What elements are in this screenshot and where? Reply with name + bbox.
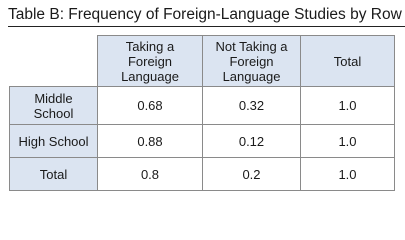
table-cell: 0.68 — [98, 87, 203, 125]
table-cell: 0.32 — [203, 87, 301, 125]
row-header: High School — [10, 125, 98, 158]
table-cell: 0.88 — [98, 125, 203, 158]
column-header: Not Taking a Foreign Language — [203, 36, 301, 87]
table-title: Table B: Frequency of Foreign-Language Studies by Row — [8, 6, 405, 27]
row-header: Middle School — [10, 87, 98, 125]
table-row — [10, 158, 395, 191]
table-cell: 0.2 — [203, 158, 301, 191]
table-cell: 1.0 — [301, 158, 395, 191]
corner-cell — [10, 36, 98, 87]
table-cell: 0.8 — [98, 158, 203, 191]
table-row — [10, 125, 395, 158]
table-row — [10, 87, 395, 125]
table-cell: 0.12 — [203, 125, 301, 158]
column-header: Taking a Foreign Language — [98, 36, 203, 87]
row-header: Total — [10, 158, 98, 191]
column-header: Total — [301, 36, 395, 87]
table-cell: 1.0 — [301, 125, 395, 158]
header-row — [10, 36, 395, 87]
table-cell: 1.0 — [301, 87, 395, 125]
frequency-table — [9, 35, 395, 191]
